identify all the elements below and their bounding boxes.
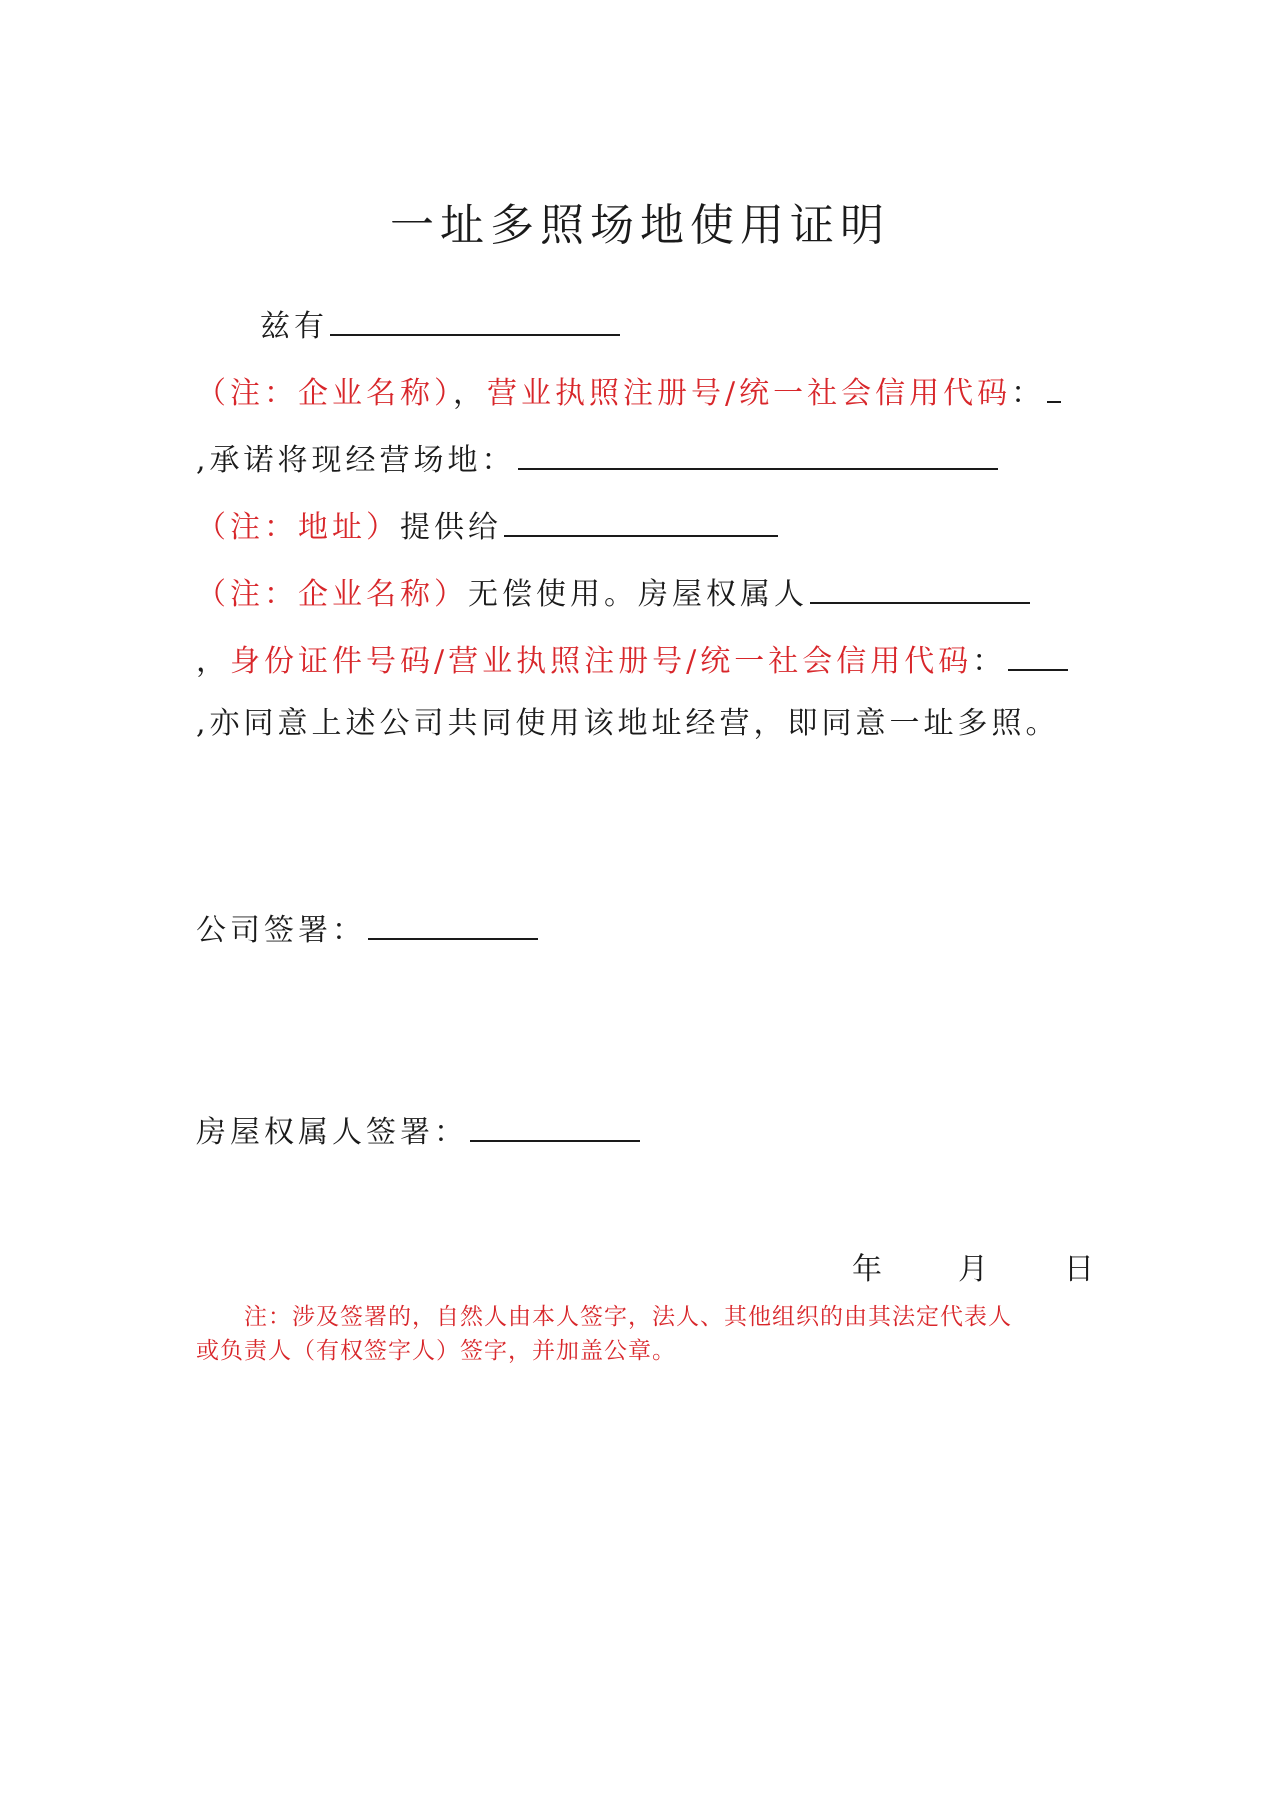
comma: ， <box>453 376 487 411</box>
date-month: 月 <box>958 1252 988 1287</box>
owner-name-blank[interactable] <box>810 568 1030 604</box>
body-line-4 <box>196 501 1096 545</box>
intro-text: 兹有 <box>260 309 328 344</box>
note-company-name-2: （注：企业名称） <box>196 577 468 612</box>
colon: ： <box>972 644 1007 679</box>
colon: ： <box>1011 376 1046 411</box>
body-line-6 <box>196 635 1096 679</box>
footnote-line-1: 注：涉及签署的，自然人由本人签字，法人、其他组织的由其法定代表人 <box>244 1304 1012 1330</box>
id-code-label: 身份证件号码/营业执照注册号/统一社会信用代码 <box>230 644 973 679</box>
company-name-blank[interactable] <box>330 300 620 336</box>
address-blank[interactable] <box>518 434 998 470</box>
date-day: 日 <box>1064 1252 1094 1287</box>
free-use-text: 无偿使用。房屋权属人 <box>468 577 808 612</box>
body-line-3 <box>196 434 1096 478</box>
consent-text: ,亦同意上述公司共同使用该地址经营，即同意一址多照。 <box>196 706 1060 741</box>
company-signature-row <box>196 904 1096 948</box>
commit-text: ,承诺将现经营场地： <box>196 443 516 478</box>
note-address: （注：地址） <box>196 510 400 545</box>
body-line-2 <box>196 367 1096 411</box>
date-year: 年 <box>852 1252 882 1287</box>
owner-signature-label: 房屋权属人签署： <box>196 1115 468 1150</box>
company-signature-label: 公司签署： <box>196 913 366 948</box>
owner-signature-blank[interactable] <box>470 1106 640 1142</box>
provide-text: 提供给 <box>400 510 502 545</box>
document-title: 一址多照场地使用证明 <box>390 200 890 252</box>
body-line-5 <box>196 568 1096 612</box>
reg-code-blank[interactable] <box>1047 367 1061 403</box>
owner-signature-row <box>196 1106 1096 1150</box>
note-company-name: （注：企业名称） <box>196 376 453 411</box>
reg-code-label: 营业执照注册号/统一社会信用代码 <box>487 376 1012 411</box>
body-line-7 <box>196 702 1096 746</box>
comma: ， <box>196 644 230 679</box>
id-code-blank[interactable] <box>1008 635 1068 671</box>
body-line-1 <box>196 300 1160 344</box>
date-row <box>852 1248 1094 1292</box>
footnote <box>196 1300 1096 1368</box>
recipient-blank[interactable] <box>504 501 778 537</box>
company-signature-blank[interactable] <box>368 904 538 940</box>
footnote-line-2: 或负责人（有权签字人）签字，并加盖公章。 <box>196 1338 676 1364</box>
